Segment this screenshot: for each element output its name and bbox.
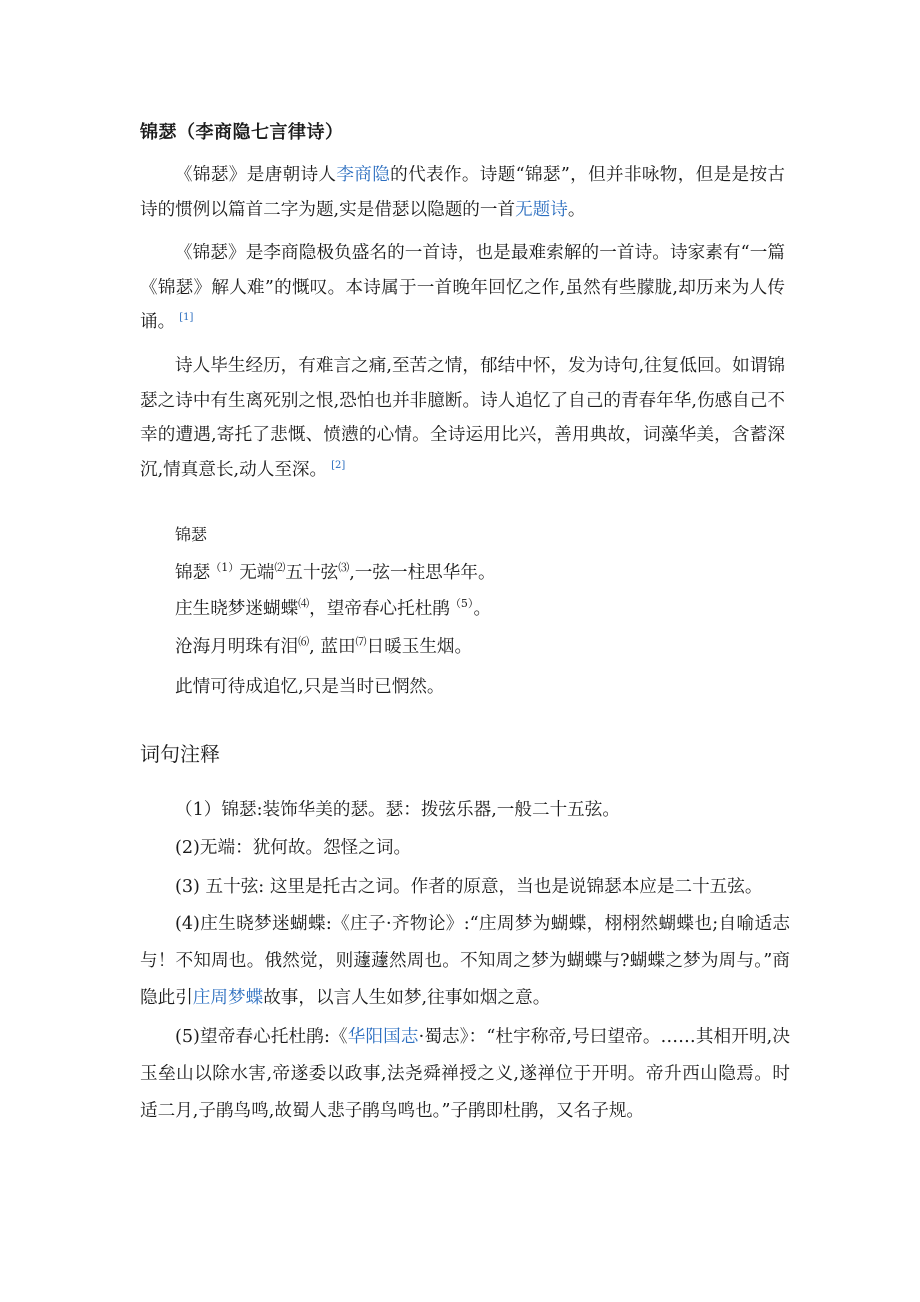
note-4 [140,906,790,1017]
intro-paragraph-3 [140,349,785,487]
p3-text: 诗人毕生经历，有难言之痛,至苦之情，郁结中怀，发为诗句,往复低回。如谓锦瑟之诗中有生离死别之恨,恐怕也并非臆断。诗人追忆了自己的青春年华,伤感自己不幸的遭遇,寄托了悲慨、愤懑的心情。全诗运用比兴，善用典故，词藻华美，含蓄深沉,情真意长,动人至深。 [140,356,785,480]
note-1: （1）锦瑟:装饰华美的瑟。瑟：拨弦乐器,一般二十五弦。 [175,800,620,820]
poem-line-2-part-b: ，望帝春心托杜鹃 [309,599,450,619]
poem-line-2-part-a: 庄生晓梦迷蝴蝶 [175,599,299,619]
poem-line-1 [175,556,496,590]
poem-line-2-part-c: 。 [473,599,492,619]
note-5-text-before: (5)望帝春心托杜鹃:《 [175,1027,348,1047]
note-2: (2)无端：犹何故。怨怪之词。 [175,838,412,858]
section-title-annotations: 词句注释 [140,742,220,766]
footnote-marker-2: ⑵ [274,561,286,575]
poem-line-3 [175,630,472,664]
poem-line-3-part-c: 日暖玉生烟。 [366,637,473,657]
poem-line-3-part-a: 沧海月明珠有泪 [175,637,299,657]
poem-line-1-part-a: 锦瑟 [175,563,211,583]
link-wuti-poem[interactable]: 无题诗 [515,199,568,220]
p1-text-middle: 的代表作。诗题“锦瑟”，但并非咏物，但是是按古诗的惯例以篇首二字为题,实是借瑟以隐题的一首 [140,165,785,220]
reference-2-link[interactable]: [2] [331,459,346,471]
reference-1-link[interactable]: [1] [179,312,194,324]
footnote-marker-3: ⑶ [338,561,350,575]
note-4-text-after: 故事，以言人生如梦,往事如烟之意。 [263,988,551,1008]
poem-line-4: 此情可待成追忆,只是当时已惘然。 [175,677,445,697]
footnote-marker-5: （5） [449,597,474,611]
intro-paragraph-1 [140,158,785,227]
intro-paragraph-2 [140,236,785,340]
p1-text-before: 《锦瑟》是唐朝诗人 [175,165,337,185]
footnote-marker-6: ⑹ [298,635,310,649]
poem-line-1-part-d: ,一弦一柱思华年。 [349,563,496,583]
page-title: 锦瑟（李商隐七言律诗） [140,122,344,143]
footnote-marker-7: ⑺ [355,635,367,649]
note-4-text-before: (4)庄生晓梦迷蝴蝶:《庄子·齐物论》:“庄周梦为蝴蝶，栩栩然蝴蝶也;自喻适志与！不知周也。俄然觉，则蘧蘧然周也。不知周之梦为蝴蝶与?蝴蝶之梦为周与。”商隐此引 [140,914,790,1008]
p2-text: 《锦瑟》是李商隐极负盛名的一首诗，也是最难索解的一首诗。诗家素有“一篇《锦瑟》解人难”的慨叹。本诗属于一首晚年回忆之作,虽然有些朦胧,却历来为人传诵。 [140,243,785,332]
note-5-text-after: ·蜀志》：“杜宇称帝,号曰望帝。……其相开明,决玉垒山以除水害,帝遂委以政事,法尧舜禅授之义,遂禅位于开明。帝升西山隐焉。时适二月,子鹃鸟鸣,故蜀人悲子鹃鸟鸣也。”子鹃即杜鹃，又名子规。 [140,1027,790,1121]
p1-text-after: 。 [567,199,586,220]
note-5 [140,1019,790,1130]
link-zhuangzhou-dream[interactable]: 庄周梦蝶 [192,988,264,1008]
poem-line-2 [175,592,491,626]
link-li-shangyin[interactable]: 李商隐 [336,165,391,185]
poem-line-1-part-c: 五十弦 [285,563,339,583]
link-huayang-guozhi[interactable]: 华阳国志 [347,1027,419,1047]
footnote-marker-1: （1） [210,561,240,575]
footnote-marker-4: ⑷ [298,597,310,611]
note-3: (3) 五十弦: 这里是托古之词。作者的原意，当也是说锦瑟本应是二十五弦。 [175,877,763,897]
poem-title: 锦瑟 [175,525,208,544]
poem-line-1-part-b: 无端 [239,563,275,583]
poem-line-3-part-b: , 蓝田 [309,637,356,657]
